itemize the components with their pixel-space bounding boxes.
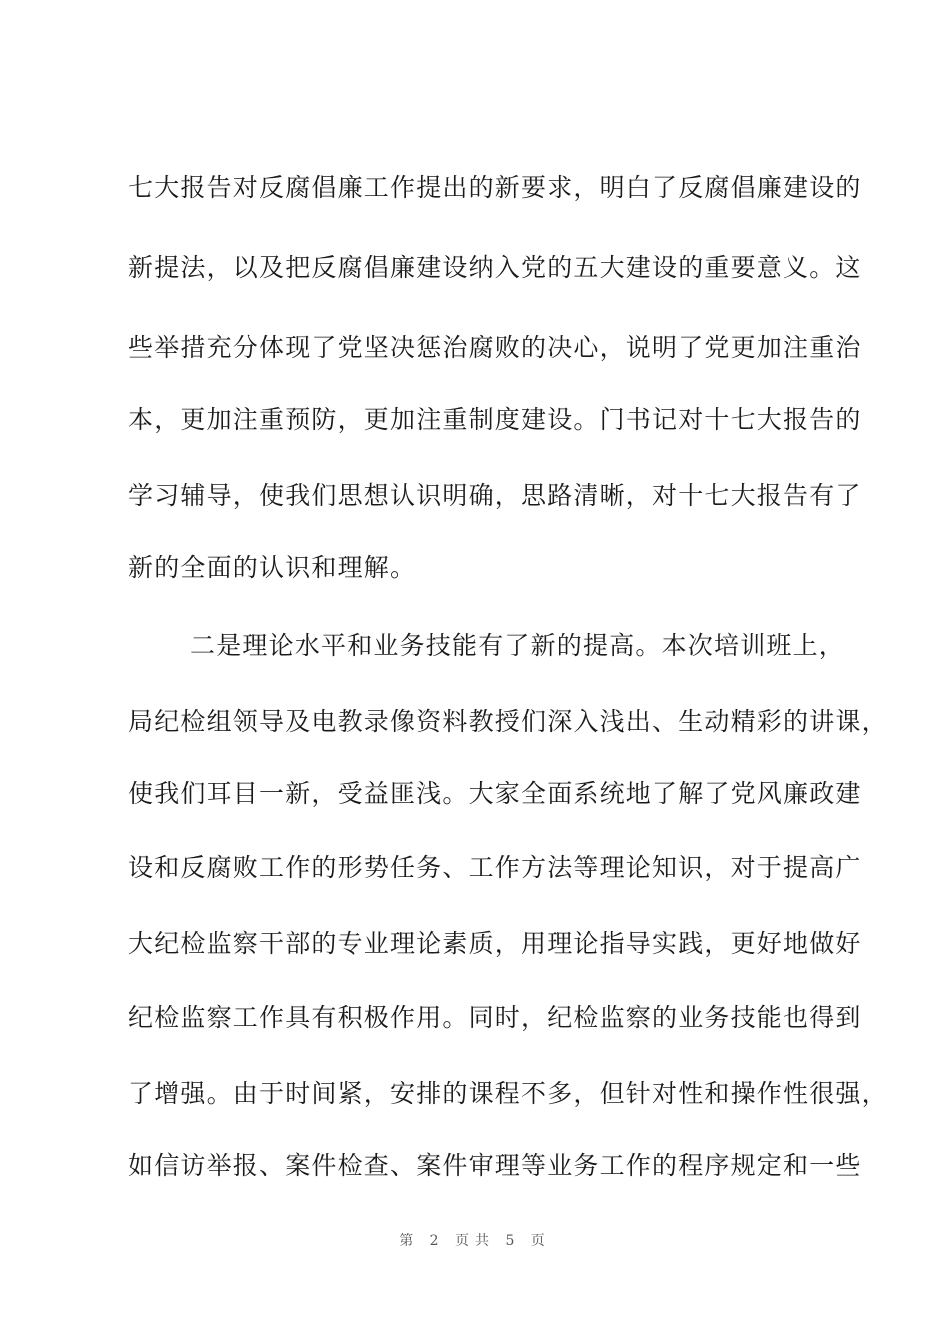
page-number-footer: 第 2 页共 5 页 — [399, 1233, 551, 1249]
text-line-3: 些举措充分体现了党坚决惩治腐败的决心，说明了党更加注重治 — [128, 333, 862, 362]
text-line-9: 使我们耳目一新，受益匪浅。大家全面系统地了解了党风廉政建 — [128, 779, 862, 808]
text-line-14: 如信访举报、案件检查、案件审理等业务工作的程序规定和一些 — [128, 1151, 862, 1180]
text-line-5: 学习辅导，使我们思想认识明确，思路清晰，对十七大报告有了 — [128, 481, 862, 510]
paragraph-2-first-line: 二是理论水平和业务技能有了新的提高。本次培训班上， — [190, 631, 846, 660]
text-line-4: 本，更加注重预防，更加注重制度建设。门书记对十七大报告的 — [128, 405, 862, 434]
text-line-13: 了增强。由于时间紧，安排的课程不多，但针对性和操作性很强， — [128, 1079, 888, 1108]
text-line-1: 七大报告对反腐倡廉工作提出的新要求，明白了反腐倡廉建设的 — [128, 173, 862, 202]
text-line-8: 局纪检组领导及电教录像资料教授们深入浅出、生动精彩的讲课， — [128, 707, 888, 736]
text-line-11: 大纪检监察干部的专业理论素质，用理论指导实践，更好地做好 — [128, 929, 862, 958]
text-line-12: 纪检监察工作具有积极作用。同时，纪检监察的业务技能也得到 — [128, 1003, 862, 1032]
text-line-2: 新提法，以及把反腐倡廉建设纳入党的五大建设的重要意义。这 — [128, 253, 862, 282]
text-line-6: 新的全面的认识和理解。 — [128, 553, 417, 582]
text-line-10: 设和反腐败工作的形势任务、工作方法等理论知识，对于提高广 — [128, 853, 862, 882]
